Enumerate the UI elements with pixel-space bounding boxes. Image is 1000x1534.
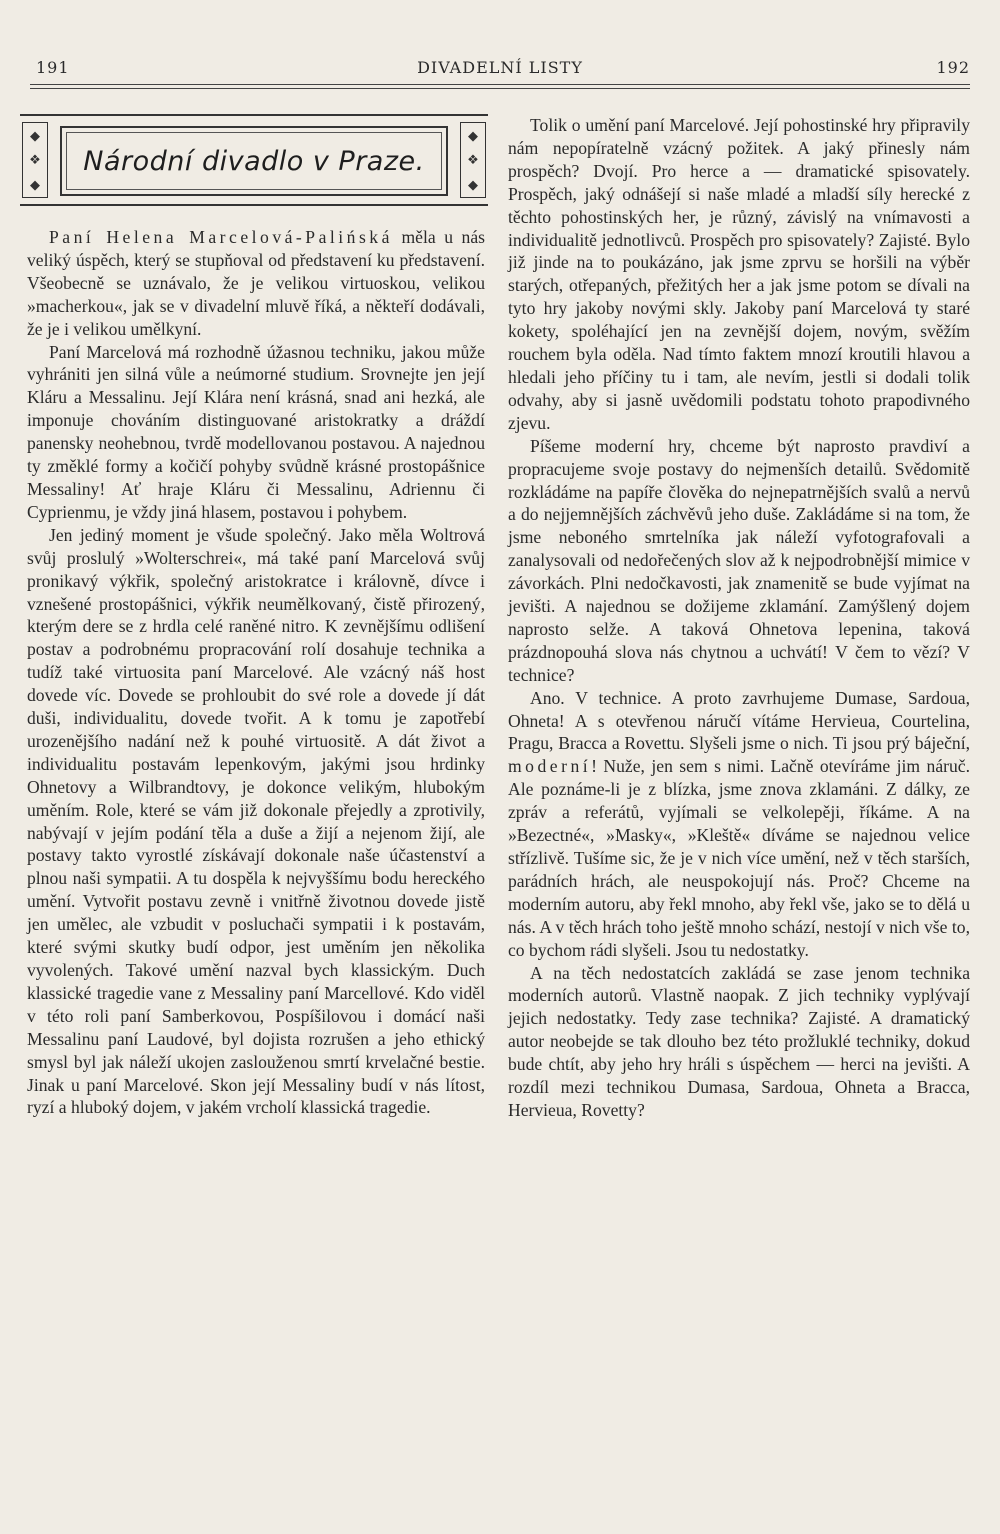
paragraph xyxy=(27,226,485,341)
page-number-left: 191 xyxy=(36,58,70,77)
paragraph: Paní Marcelová má rozhodně úžasnou techniku, jakou může vyhrániti jen silná vůle a neúmorné studium. Srovnejte jen její Kláru a Messalinu. Její Klára není krásná, snad ani hezká, ale imponuje chováním distinguované aristokratky a dráždí panensky neohebnou, tvrdě modellovanou postavou. A najednou ty změklé formy a kočičí pohyby svůdně krásné prostopášnice Messaliny! Ať hraje Kláru či Messalinu, Adriennu či Cyprienmu, je vždy jiná hlasem, postavou i pohybem. xyxy=(27,341,485,522)
section-masthead xyxy=(20,114,488,206)
running-title: DIVADELNÍ LISTY xyxy=(417,58,583,77)
masthead-frame xyxy=(60,126,448,196)
paragraph-text: ! Nuže, jen sem s nimi. Lačně otevíráme jim náruč. Ale poznáme-li je z blízka, jsme znova zklamáni. Z dálky, ze zpráv a referátů, vyjímali se velkolepěji, říkáme. A na »Bezectné«, »Masky«, »Kleště« díváme se najednou velice střízlivě. Tušíme sic, že je v nich více umění, než v těch starších, parádních hrách, ale neuspokojují nás. Proč? Chceme na moderním autoru, aby řekl mnoho, aby řekl vše, jako se to dělá u nás. A v těch hrách toho ještě mnoho schází, nestojí v nich vše to, co bychom rádi slyšeli. Jsou tu nedostatky. xyxy=(508,756,970,960)
running-header xyxy=(30,54,970,84)
paragraph: Tolik o umění paní Marcelové. Její pohostinské hry připravily nám nepopíratelně vzácný požitek. A jaký přinesly nám prospěch? Dvojí. Pro herce a — dramatické spisovately. Prospěch, jaký odnášejí si naše mladé a mladší síly herecké z těchto pohostinských her, je různý, závislý na vnímavosti a individualitě jednotlivců. Prospěch pro spisovately? Zajisté. Bylo již jinde na to poukázáno, jak jsme zprvu se horšili na výběr starých, otřepaných, přežitých her a jak jsme potom se dívali na tyto hry jakoby novými skly. Jakoby paní Marcelová ty staré kokety, spoléhající jen na zevnější dojem, novým, svěžím rouchem byla oděla. Nad tímto faktem mnozí kroutili hlavou a hledali jeho příčiny tu i tam, ale nevím, jestli si dodali tolik odvahy, aby si jasně uvědomili podstatu tohoto prapodivného zjevu. xyxy=(508,115,970,433)
header-rule xyxy=(30,84,970,85)
paragraph: Jen jediný moment je všude společný. Jako měla Woltrová svůj proslulý »Wolterschrei«, má také paní Marcelová svůj pronikavý výkřik, společný aristokratce i královně, dívce i vznešené prostopášnici, výkřik neumělkovaný, čistě přirozený, kterým dere se z hrdla celé raněné nitro. K zevnějšímu odlišení postav a podrobnému propracování rolí dosahuje technika a tudíž také virtuosita paní Marcelové. Ale vzácný náš host dovede víc. Dovede se prohloubit do své role a dovede jí dát duši, individualitu, dovede tvořit. A k tomu je zapotřebí urozenějšího nadání než k pouhé virtuositě. A dát život a individualitu postavám lepenkovým, jakými jsou hrdinky Ohnetovy a Wilbrandtovy, je dokonce velikým, hlubokým uměním. Role, které se vám již dokonale přejedly a zprotivily, nabývají v jejím podání těla a duše a žijí a nejenom žijí, ale postavy takto vyrostlé získávají dokonale naše účastenství a plnou naši sympatii. A tu dospěla k nejvyššímu bodu hereckého umění. Vytvořit postavu zevně i vnitřně životnou dovede jistě jen umělec, ale vzbudit v posluchači sympatii i k postavám, které svými skutky budí odpor, jest uměním jen několika vyvolených. Takové umění nazval bych klassickým. Duch klassické tragedie vane z Messaliny paní Marcellové. Kdo viděl v této roli paní Samberkovou, Pospíšilovou i domácí naši Messalinu paní Laudové, byl dojista rozrušen a jeho ethický smysl byl jak náleží ukojen zaslouženou smrtí krvelačné bestie. Jinak u paní Marcelové. Skon její Messaliny budí v nás lítost, ryzí a hluboký dojem, v jakém vrcholí klassická tragedie. xyxy=(27,524,485,1118)
paragraph: A na těch nedostatcích zakládá se zase jenom technika moderních autorů. Vlastně naopak. Z jich techniky vyplývají jejich nedostatky. Tedy zase technika? Zajisté. A dramatický autor neobejde se tak dlouho bez této prožluklé techniky, dokud bude chtít, aby jeho hry hráli s úspěchem — herci na jevišti. A rozdíl mezi technikou Dumasa, Sardoua, Ohneta a Bracca, Hervieua, Rovetty? xyxy=(508,962,970,1120)
paragraph-text: Ano. V technice. A proto zavrhujeme Dumase, Sardoua, Ohneta! A s otevřenou náručí vítáme Hervieua, Courtelina, Pragu, Bracca a Rovettu. Slyšeli jsme o nich. Ti jsou prý báječní, xyxy=(508,687,970,754)
actress-name: Paní Helena Marcelová-Palińská xyxy=(49,227,393,247)
header-rule-thin xyxy=(30,88,970,89)
right-column xyxy=(508,114,970,1122)
paragraph: Píšeme moderní hry, chceme být naprosto pravdiví a propracujeme svoje postavy do nejmenších detailů. Svědomitě rozkládáme na papíře člověka do nejnepatrnějších svalů a nervů a do nejjemnějších záchvěvů jeho duše. Zakládáme si na tom, že jsme neboného smrtelníka jak náleží vyfotografovali a zanalysovali od nedořečených slov až k nejpodrobnější mimice v závorkách. Plni nedočkavosti, jak znamenitě se bude vyjímat na jevišti. A najednou se dožijeme zklamání. Zamýšlený dojem naprosto selže. A taková Ohnetova lepenina, taková prázdnopouhá slova nás chytnou a uchvátí! V čem to vězí? V technice? xyxy=(508,435,970,685)
paragraph-text: měla u nás veliký úspěch, který se stupňoval od představení ku představení. Všeobecně se uznávalo, že je velikou virtuoskou, velikou »macherkou«, jak se v divadelní mluvě říká, a někteří dodávali, že je i velikou umělkyní. xyxy=(27,227,486,339)
emphasized-word: moderní xyxy=(508,756,592,777)
paragraph xyxy=(508,687,970,962)
left-column xyxy=(27,226,485,1119)
page-number-right: 192 xyxy=(936,58,970,77)
section-title: Národní divadlo v Praze. xyxy=(83,145,425,177)
ornament-icon: ◆ ❖ ◆ xyxy=(22,122,48,198)
ornament-icon: ◆ ❖ ◆ xyxy=(460,122,486,198)
